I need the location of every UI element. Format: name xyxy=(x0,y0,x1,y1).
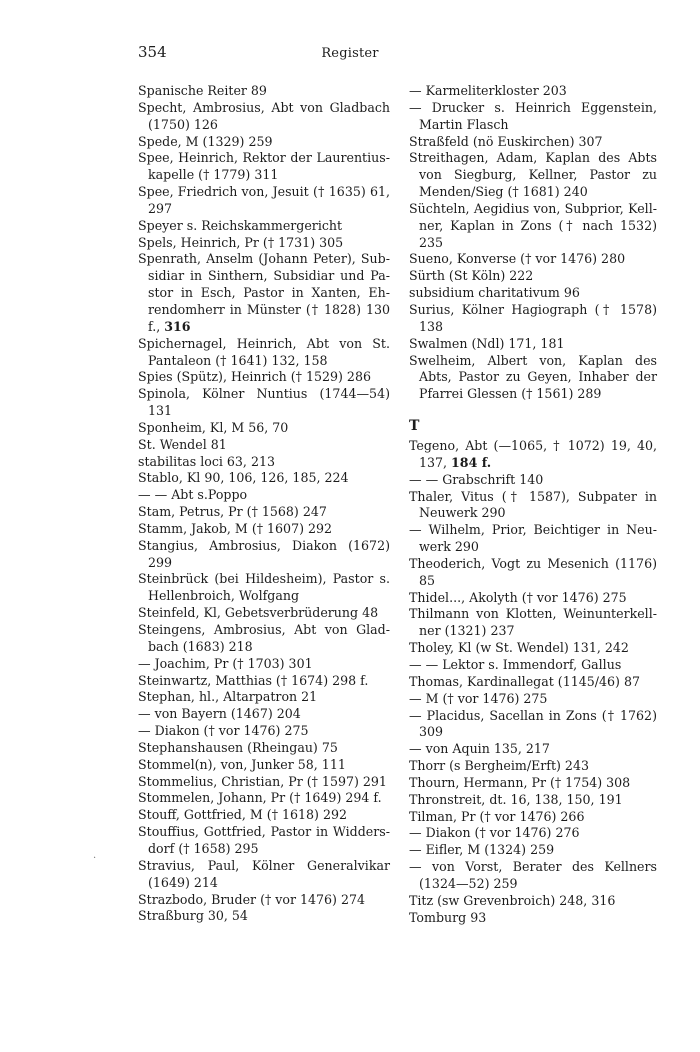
index-entry xyxy=(138,184,390,218)
entry-text: Spinola, Kölner Nuntius (1744—54) 131 xyxy=(138,386,390,419)
index-entry xyxy=(138,454,390,471)
index-entry xyxy=(138,656,390,673)
index-entry xyxy=(409,825,657,842)
index-entry xyxy=(138,790,390,807)
entry-text: Steinfeld, Kl, Gebetsverbrüderung 48 xyxy=(138,605,379,621)
index-entry xyxy=(138,723,390,740)
entry-text: Spee, Heinrich, Rektor der Laurentiuskapelle († 1779) 311 xyxy=(138,150,390,183)
index-entry xyxy=(409,489,657,523)
index-entry xyxy=(138,369,390,386)
entry-text: Sponheim, Kl, M 56, 70 xyxy=(138,419,289,435)
index-entry xyxy=(138,807,390,824)
entry-text: Spichernagel, Heinrich, Abt von St. Pantaleon († 1641) 132, 158 xyxy=(138,335,390,368)
index-entry xyxy=(138,673,390,690)
entry-text: Tegeno, Abt (—1065, † 1072) 19, 40, 137, xyxy=(409,438,657,470)
index-entries-s xyxy=(409,83,657,403)
entry-text: Stamm, Jakob, M († 1607) 292 xyxy=(138,520,333,536)
index-entry xyxy=(409,285,657,302)
entry-text: Tilman, Pr († vor 1476) 266 xyxy=(409,808,585,824)
index-entry xyxy=(138,336,390,370)
index-entry xyxy=(138,774,390,791)
entry-text: Thomas, Kardinallegat (1145/46) 87 xyxy=(409,673,640,689)
index-entry xyxy=(138,134,390,151)
index-entry xyxy=(409,708,657,742)
entry-text: Süchteln, Aegidius von, Subprior, Kellner, Kaplan in Zons († nach 1532) 235 xyxy=(409,200,657,250)
index-column-right xyxy=(409,83,657,927)
entry-text: — Karmeliterkloster 203 xyxy=(409,83,567,98)
entry-text: Thorr (s Bergheim/Erft) 243 xyxy=(409,758,589,774)
entry-text: Steingens, Ambrosius, Abt von Gladbach (1683) 218 xyxy=(138,622,390,654)
entry-text: — von Bayern (1467) 204 xyxy=(138,706,301,722)
entry-text: Stouff, Gottfried, M († 1618) 292 xyxy=(138,807,347,823)
index-entry xyxy=(138,504,390,521)
index-entry xyxy=(409,859,657,893)
entry-text: — Drucker s. Heinrich Eggenstein, Martin Flasch xyxy=(409,99,657,132)
entry-text: Spies (Spütz), Heinrich († 1529) 286 xyxy=(138,369,371,385)
index-entry xyxy=(409,100,657,134)
entry-text: Thidel..., Akolyth († vor 1476) 275 xyxy=(409,589,627,605)
entry-text: Titz (sw Grevenbroich) 248, 316 xyxy=(409,892,616,908)
entry-text: — M († vor 1476) 275 xyxy=(409,690,548,706)
entry-text: — Eifler, M (1324) 259 xyxy=(409,842,555,858)
entry-text: Stablo, Kl 90, 106, 126, 185, 224 xyxy=(138,470,349,486)
index-entry xyxy=(409,336,657,353)
margin-mark: . xyxy=(93,850,97,861)
index-entry xyxy=(409,910,657,927)
index-entry xyxy=(138,437,390,454)
entry-text: Spede, M (1329) 259 xyxy=(138,133,273,149)
index-entry xyxy=(138,622,390,656)
entry-text: Swelheim, Albert von, Kaplan des Abts, Pastor zu Geyen, Inhaber der Pfarrei Glessen († 1561) 289 xyxy=(409,352,657,402)
index-entry xyxy=(409,150,657,201)
index-entry xyxy=(138,386,390,420)
index-entry xyxy=(409,556,657,590)
page-number: 354 xyxy=(138,43,167,61)
entry-text: Stommelius, Christian, Pr († 1597) 291 xyxy=(138,773,387,789)
index-entry xyxy=(409,302,657,336)
index-entry xyxy=(409,201,657,252)
index-entry xyxy=(409,893,657,910)
entry-text: — — Lektor s. Immendorf, Gallus xyxy=(409,657,622,672)
running-head: Register xyxy=(321,46,379,61)
index-entry xyxy=(138,824,390,858)
entry-text: — Wilhelm, Prior, Beichtiger in Neuwerk 290 xyxy=(409,522,657,555)
entry-text: Spenrath, Anselm (Johann Peter), Subsidiar in Sinthern, Subsidiar und Pastor in Esch, Pastor in Xanten, Ehrendomherr in Münster († 1828) 130 f., xyxy=(138,251,390,334)
entry-text: Straßburg 30, 54 xyxy=(138,908,248,924)
entry-text: Thaler, Vitus († 1587), Subpater in Neuwerk 290 xyxy=(409,488,657,521)
entry-text: Spels, Heinrich, Pr († 1731) 305 xyxy=(138,234,344,250)
index-entry xyxy=(409,741,657,758)
entry-text: Steinbrück (bei Hildesheim), Pastor s. Hellenbroich, Wolfgang xyxy=(138,571,390,604)
index-entry xyxy=(409,691,657,708)
index-entry xyxy=(409,606,657,640)
entry-text: Spanische Reiter 89 xyxy=(138,83,267,98)
entry-text: Swalmen (Ndl) 171, 181 xyxy=(409,335,565,351)
index-entry xyxy=(409,590,657,607)
entry-text: — Diakon († vor 1476) 275 xyxy=(138,723,309,739)
entry-text: — von Vorst, Berater des Kellners (1324—52) 259 xyxy=(409,859,657,891)
entry-text: Surius, Kölner Hagiograph († 1578) 138 xyxy=(409,301,657,334)
entry-text: Sueno, Konverse († vor 1476) 280 xyxy=(409,251,626,267)
entry-text: — von Aquin 135, 217 xyxy=(409,741,550,757)
entry-text: Stommel(n), von, Junker 58, 111 xyxy=(138,756,346,772)
index-entry xyxy=(409,353,657,404)
index-entry xyxy=(138,218,390,235)
entry-text: Strazbodo, Bruder († vor 1476) 274 xyxy=(138,891,366,907)
index-entry xyxy=(409,640,657,657)
entry-text: Spee, Friedrich von, Jesuit († 1635) 61, 297 xyxy=(138,184,390,216)
index-entry xyxy=(409,134,657,151)
index-entry xyxy=(138,487,390,504)
entry-text: Steinwartz, Matthias († 1674) 298 f. xyxy=(138,672,369,688)
index-entries-t xyxy=(409,438,657,926)
index-entry xyxy=(138,689,390,706)
section-letter-t: T xyxy=(409,418,420,435)
index-entry xyxy=(138,605,390,622)
index-entry xyxy=(409,809,657,826)
entry-text: Tholey, Kl (w St. Wendel) 131, 242 xyxy=(409,640,629,656)
entry-text: Specht, Ambrosius, Abt von Gladbach (1750) 126 xyxy=(138,99,390,132)
index-entry xyxy=(409,438,657,472)
index-entry xyxy=(138,740,390,757)
index-entry xyxy=(409,674,657,691)
entry-text: Stouffius, Gottfried, Pastor in Widdersdorf († 1658) 295 xyxy=(138,824,390,856)
index-entry xyxy=(138,706,390,723)
index-entry xyxy=(409,657,657,674)
index-entry xyxy=(138,892,390,909)
index-entry xyxy=(138,420,390,437)
index-entry xyxy=(409,775,657,792)
entry-text: Streithagen, Adam, Kaplan des Abts von Siegburg, Kellner, Pastor zu Menden/Sieg († 1681) 240 xyxy=(409,150,657,200)
index-entry xyxy=(409,83,657,100)
entry-text: Theoderich, Vogt zu Mesenich (1176) 85 xyxy=(409,555,657,588)
entry-text: — — Abt s.Poppo xyxy=(138,487,248,503)
entry-text: — Placidus, Sacellan in Zons († 1762) 309 xyxy=(409,707,657,740)
entry-page-bold: 316 xyxy=(164,318,191,334)
entry-text: Thourn, Hermann, Pr († 1754) 308 xyxy=(409,774,631,790)
entry-text: Stephan, hl., Altarpatron 21 xyxy=(138,689,318,705)
index-entry xyxy=(138,235,390,252)
entry-text: Stam, Petrus, Pr († 1568) 247 xyxy=(138,504,327,520)
index-entry xyxy=(138,100,390,134)
index-entry xyxy=(138,83,390,100)
entry-page-bold: 184 f. xyxy=(451,454,492,470)
index-entry xyxy=(138,908,390,925)
index-entry xyxy=(409,758,657,775)
index-column-left xyxy=(138,83,390,925)
index-entry xyxy=(138,251,390,335)
index-entry xyxy=(138,757,390,774)
index-entry xyxy=(409,251,657,268)
entry-text: Stravius, Paul, Kölner Generalvikar (1649) 214 xyxy=(138,857,390,890)
entry-text: Stangius, Ambrosius, Diakon (1672) 299 xyxy=(138,537,390,570)
index-entry xyxy=(409,842,657,859)
index-entry xyxy=(138,521,390,538)
entry-text: Speyer s. Reichskammergericht xyxy=(138,217,343,233)
entry-text: — Joachim, Pr († 1703) 301 xyxy=(138,655,313,671)
index-entry xyxy=(138,150,390,184)
index-entry xyxy=(138,571,390,605)
entry-text: Stephanshausen (Rheingau) 75 xyxy=(138,739,338,755)
index-entry xyxy=(138,858,390,892)
entry-text: Thronstreit, dt. 16, 138, 150, 191 xyxy=(409,791,623,807)
index-entry xyxy=(138,470,390,487)
entry-text: stabilitas loci 63, 213 xyxy=(138,453,275,469)
entry-text: subsidium charitativum 96 xyxy=(409,285,580,301)
entry-text: — Diakon († vor 1476) 276 xyxy=(409,825,580,841)
entry-text: Tomburg 93 xyxy=(409,909,487,925)
index-entry xyxy=(409,522,657,556)
entry-text: Sürth (St Köln) 222 xyxy=(409,268,534,284)
entry-text: — — Grabschrift 140 xyxy=(409,471,544,487)
entry-text: St. Wendel 81 xyxy=(138,436,227,452)
index-entry xyxy=(409,792,657,809)
index-entry xyxy=(409,268,657,285)
entry-text: Stommelen, Johann, Pr († 1649) 294 f. xyxy=(138,790,382,806)
index-entry xyxy=(138,538,390,572)
entry-text: Straßfeld (nö Euskirchen) 307 xyxy=(409,133,603,149)
entry-text: Thilmann von Klotten, Weinunterkellner (1321) 237 xyxy=(409,606,657,639)
index-entry xyxy=(409,472,657,489)
